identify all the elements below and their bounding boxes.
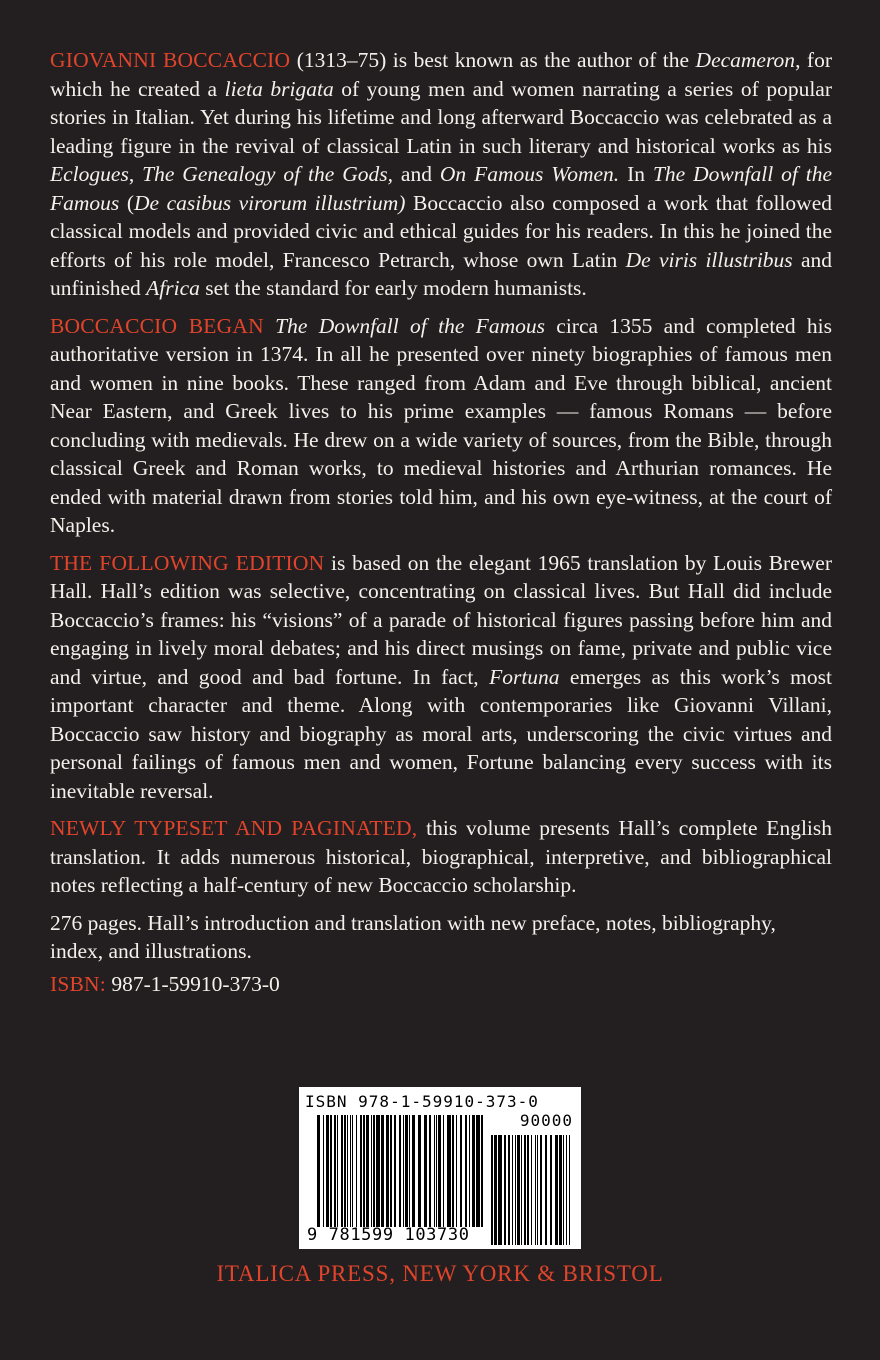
barcode-bar	[566, 1135, 567, 1245]
barcode-bar	[498, 1135, 502, 1245]
barcode-bar	[399, 1115, 401, 1227]
italic-title: On Famous Women.	[439, 162, 620, 186]
paragraph-text: this volume presents Hall’s complete English translation. It adds numerous historical, biographical, interpretive, and bibliographical notes reflecting a half-century of new Boccaccio scholarship.	[50, 816, 833, 897]
isbn-line	[50, 970, 832, 998]
barcode-bar	[508, 1135, 510, 1245]
isbn-value: 987-1-59910-373-0	[111, 971, 280, 996]
paragraph-text: and unfinished	[50, 247, 832, 300]
barcode-bar	[476, 1115, 480, 1227]
barcode-bar	[323, 1115, 324, 1227]
barcode-bar	[409, 1115, 410, 1227]
barcode-ean13-bars	[317, 1115, 483, 1227]
barcode-bar	[524, 1135, 526, 1245]
paragraph-lead-in: BOCCACCIO BEGAN	[50, 313, 264, 338]
barcode-bar	[569, 1135, 570, 1245]
barcode-bar	[424, 1115, 427, 1227]
barcode-bar	[494, 1135, 497, 1245]
barcode-price-code: 90000	[519, 1111, 573, 1130]
barcode-bar	[447, 1115, 451, 1227]
paragraph-author	[50, 46, 832, 303]
barcode-bar	[412, 1115, 415, 1227]
pages-note: 276 pages. Hall’s introduction and translation with new preface, notes, bibliography, index, and illustrations.	[50, 910, 776, 963]
italic-title: De casibus virorum illustrium)	[133, 190, 406, 215]
paragraph-text: ,	[128, 162, 143, 186]
paragraph-typeset	[50, 814, 832, 900]
paragraph-text	[264, 314, 275, 338]
barcode-bar	[521, 1135, 522, 1245]
barcode-bar	[535, 1135, 536, 1245]
barcode-bar	[334, 1115, 336, 1227]
paragraph-text: of young men and women narrating a series of popular stories in Italian. Yet during his lifetime and long afterward Boccaccio was celebrated as a leading figure in the revival of classical Latin in such literary and historical works as his	[50, 76, 832, 158]
barcode-bar	[531, 1135, 532, 1245]
barcode-bar	[317, 1115, 320, 1227]
barcode-bar	[347, 1115, 348, 1227]
barcode-bar	[512, 1135, 513, 1245]
barcode-isbn-text: ISBN 978-1-59910-373-0	[305, 1092, 539, 1111]
paragraph-text: Boccaccio also composed a work that followed classical models and provided civic and ethical guides for his readers. In this he joined the efforts of his role model, Francesco Petrarch, whose own Latin	[50, 190, 832, 272]
paragraph-lead-in: THE FOLLOWING EDITION	[50, 550, 325, 575]
barcode-bar	[352, 1115, 353, 1227]
barcode-bar	[537, 1135, 538, 1245]
back-cover-text	[50, 46, 832, 998]
barcode-bar	[330, 1115, 332, 1227]
barcode-bar	[465, 1115, 467, 1227]
barcode-bar	[452, 1115, 454, 1227]
italic-title: Eclogues	[50, 162, 129, 186]
barcode-bar	[540, 1135, 542, 1245]
barcode-bar	[550, 1135, 552, 1245]
italic-title: Decameron	[695, 48, 796, 72]
barcode-bar	[481, 1115, 483, 1227]
paragraph-text: (1313–75) is best known as the author of the	[290, 48, 696, 72]
barcode-bar	[381, 1115, 384, 1227]
paragraph-text: , for which he created a	[50, 48, 833, 101]
barcode-bar	[429, 1115, 431, 1227]
barcode-bar	[517, 1135, 520, 1245]
barcode-bar	[456, 1115, 457, 1227]
barcode-bar	[436, 1115, 437, 1227]
paragraph-lead-in: NEWLY TYPESET AND PAGINATED,	[50, 816, 418, 840]
barcode-bar	[527, 1135, 529, 1245]
paragraph-text: circa 1355 and completed his authoritative version in 1374. In all he presented over ninety biographies of famous men and women in nine books. These ranged from Adam and Eve through biblical, ancient Near Eastern, and Greek lives to his prime examples — famous Romans — before concluding with medievals. He drew on a wide variety of sources, from the Bible, through classical Greek and Roman works, to medieval histories and Arthurian romances. He ended with material drawn from stories told him, and his own eye-witness, at the court of Naples.	[50, 313, 832, 537]
paragraph-text: In	[619, 162, 653, 186]
barcode-bar	[438, 1115, 441, 1227]
paragraph-text: (	[119, 190, 134, 215]
barcode-bar	[356, 1115, 357, 1227]
paragraph-edition	[50, 549, 832, 806]
barcode-bar	[555, 1135, 558, 1245]
paragraph-text: emerges as this work’s most important character and theme. Along with contemporaries like Giovanni Villani, Boccaccio saw history and biography as moral arts, underscoring the civic virtues and personal failings of famous men and women, Fortune balancing every success with its inevitable reversal.	[50, 664, 832, 803]
italic-title: The Downfall of the Famous	[50, 162, 833, 215]
barcode-bar	[341, 1115, 343, 1227]
barcode-bar	[491, 1135, 493, 1245]
italic-title: De viris illustribus	[625, 247, 793, 272]
paragraph-lead-in: GIOVANNI BOCCACCIO	[50, 48, 291, 72]
barcode-bar	[563, 1135, 564, 1245]
barcode-bar	[460, 1115, 462, 1227]
italic-title: lieta brigata	[224, 76, 334, 101]
italic-title: The Downfall of the Famous	[275, 313, 545, 338]
paragraph-text: and	[392, 162, 440, 186]
barcode-bar	[545, 1135, 547, 1245]
publisher-imprint: ITALICA PRESS, NEW YORK & BRISTOL	[216, 1261, 664, 1286]
barcode-bar	[363, 1115, 365, 1227]
barcode-bar	[360, 1115, 362, 1227]
barcode-bar	[434, 1115, 435, 1227]
barcode-digits: 9 781599 103730	[307, 1225, 470, 1245]
barcode-bar	[371, 1115, 372, 1227]
barcode-bar	[559, 1135, 562, 1245]
barcode-bar	[390, 1115, 392, 1227]
barcode-bar	[326, 1115, 329, 1227]
barcode-bar	[337, 1115, 338, 1227]
barcode-bar	[515, 1135, 516, 1245]
barcode-box	[299, 1087, 581, 1249]
barcode-bar	[472, 1115, 475, 1227]
barcode-bar	[443, 1115, 444, 1227]
barcode-bar	[366, 1115, 369, 1227]
barcode-bar	[394, 1115, 396, 1227]
paragraph-composition	[50, 312, 832, 540]
barcode-bar	[373, 1115, 375, 1227]
barcode-addon-bars	[491, 1135, 571, 1245]
barcode-bar	[469, 1115, 470, 1227]
barcode-bar	[405, 1115, 408, 1227]
barcode-bar	[386, 1115, 389, 1227]
isbn-label: ISBN:	[50, 971, 106, 996]
barcode-bar	[350, 1115, 351, 1227]
barcode-bar	[504, 1135, 506, 1245]
barcode-bar	[376, 1115, 380, 1227]
italic-title: Africa	[146, 276, 200, 300]
italic-title: The Genealogy of the Gods,	[142, 162, 393, 186]
barcode-bar	[418, 1115, 421, 1227]
barcode-bar	[344, 1115, 346, 1227]
barcode-bar	[403, 1115, 404, 1227]
paragraph-text: set the standard for early modern humanists.	[199, 276, 587, 300]
paragraph-text: is based on the elegant 1965 translation by Louis Brewer Hall. Hall’s edition was selective, concentrating on classical lives. But Hall did include Boccaccio’s frames: his “visions” of a parade of historical figures passing before him and engaging in lively moral debates; and his direct musings on fame, private and public vice and virtue, and good and bad fortune. In fact,	[50, 550, 832, 689]
italic-title: Fortuna	[489, 664, 560, 689]
